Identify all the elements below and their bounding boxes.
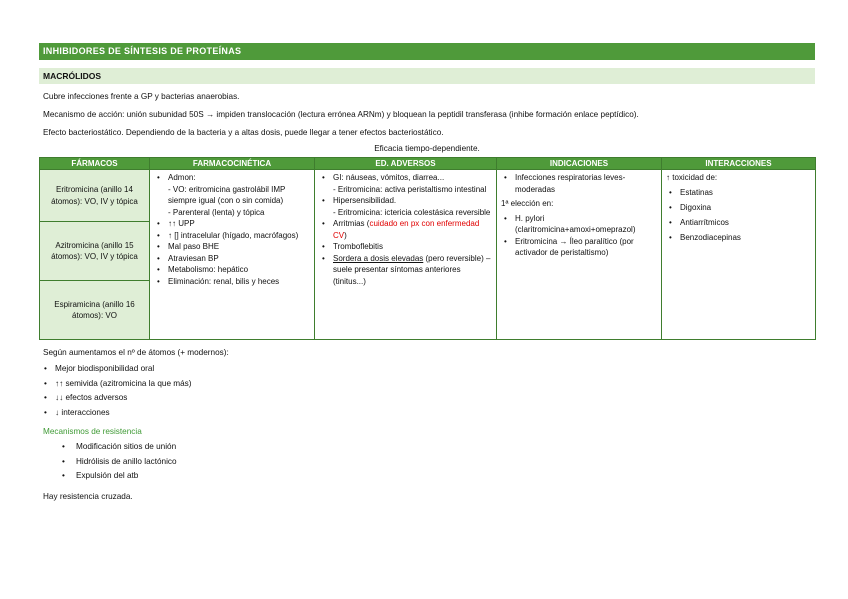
pk-intracel: • ↑ [] intracelular (hígado, macrófagos) [168,230,310,242]
list-item: • ↓↓ efectos adversos [43,391,815,406]
adverse-sordera: • Sordera a dosis elevadas (pero reversible) – suele presentar síntomas anteriores (tinitus...) [333,253,492,288]
header-farmacos: FÁRMACOS [40,158,150,170]
adverse-arritmias-warning: cuidado en px con enfermedad CV [333,219,480,240]
list-item: • ↓ interacciones [43,406,815,421]
mechanism-text: Mecanismo de acción: unión subunidad 50S → impiden translocación (lectura errónea ARNm) y bloquean la peptidil transferasa (inhibe formación enlace peptídico). [43,110,639,119]
subsection-title: MACRÓLIDOS [39,68,815,84]
cross-resistance-text: Hay resistencia cruzada. [43,491,133,501]
pk-metab: • Metabolismo: hepático [168,264,310,276]
ind-eritro: • Eritromicina → Íleo paralítico (por activador de peristaltismo) [515,236,657,259]
pk-bp: • Atraviesan BP [168,253,310,265]
int-item: • Benzodiacepinas [680,230,811,245]
int-item: • Estatinas [680,185,811,200]
pk-elim: • Eliminación: renal, bilis y heces [168,276,310,288]
list-item: • ↑↑ semivida (azitromicina la que más) [43,377,815,392]
drug-espiramicina: Espiramicina (anillo 16 átomos): VO [40,281,150,340]
table-row [40,170,816,222]
effect-text: Efecto bacteriostático. Dependiendo de la bacteria y a altas dosis, puede llegar a tener efectos bacteriostático. [43,128,444,137]
resistance-list [43,440,815,484]
ind-hpylori: • H. pylori (claritromicina+amoxi+omeprazol) [515,213,657,236]
atoms-list [43,362,815,420]
pk-bhe: • Mal paso BHE [168,241,310,253]
header-interacciones: INTERACCIONES [662,158,816,170]
list-item: • Mejor biodisponibilidad oral [43,362,815,377]
macrolides-table [39,157,816,340]
coverage-text: Cubre infecciones frente a GP y bacterias anaerobias. [43,92,240,101]
efficacy-text: Eficacia tiempo-dependiente. [374,144,480,153]
pk-parenteral: - Parenteral (lenta) y tópica [168,207,265,217]
int-header: ↑ toxicidad de: [666,173,718,182]
list-item: • Hidrólisis de anillo lactónico [43,455,815,470]
list-item: • Modificación sitios de unión [43,440,815,455]
adverse-cell [315,170,497,340]
table-header-row [40,158,816,170]
drug-azitromicina: Azitromicina (anillo 15 átomos): VO, IV y tópica [40,222,150,281]
adverse-arritmias: • Arritmias (cuidado en px con enfermedad CV) [333,218,492,241]
int-item: • Digoxina [680,200,811,215]
section-title: INHIBIDORES DE SÍNTESIS DE PROTEÍNAS [39,43,815,60]
int-item: • Antiarrítmicos [680,215,811,230]
list-item: • Expulsión del atb [43,469,815,484]
adverse-gi: • GI: náuseas, vómitos, diarrea... - Eritromicina: activa peristaltismo intestinal [333,172,492,195]
adverse-hiper-sub: - Eritromicina: ictericia colestásica reversible [333,207,491,217]
ind-first: 1ª elección en: [501,199,554,208]
header-indicaciones: INDICACIONES [497,158,662,170]
indications-cell [497,170,662,340]
pk-admin: • Admon: - VO: eritromicina gastrolábil IMP siempre igual (con o sin comida) - Parenteral (lenta) y tópica [168,172,310,218]
interactions-cell [662,170,816,340]
ind-resp: • Infecciones respiratorias leves-moderadas [515,172,657,195]
header-adversos: ED. ADVERSOS [315,158,497,170]
adverse-gi-sub: - Eritromicina: activa peristaltismo intestinal [333,184,487,194]
resistance-heading: Mecanismos de resistencia [43,427,142,436]
pk-upp: • ↑↑ UPP [168,218,310,230]
atoms-text: Según aumentamos el nº de átomos (+ modernos): [43,348,229,357]
drug-eritromicina: Eritromicina (anillo 14 átomos): VO, IV y tópica [40,170,150,222]
document-page [39,43,815,502]
pk-cell [150,170,315,340]
adverse-hiper: • Hipersensibilidad. - Eritromicina: ictericia colestásica reversible [333,195,492,218]
adverse-trombo: • Tromboflebitis [333,241,492,253]
header-farmacocinetica: FARMACOCINÉTICA [150,158,315,170]
pk-vo: - VO: eritromicina gastrolábil IMP siempre igual (con o sin comida) [168,184,286,205]
